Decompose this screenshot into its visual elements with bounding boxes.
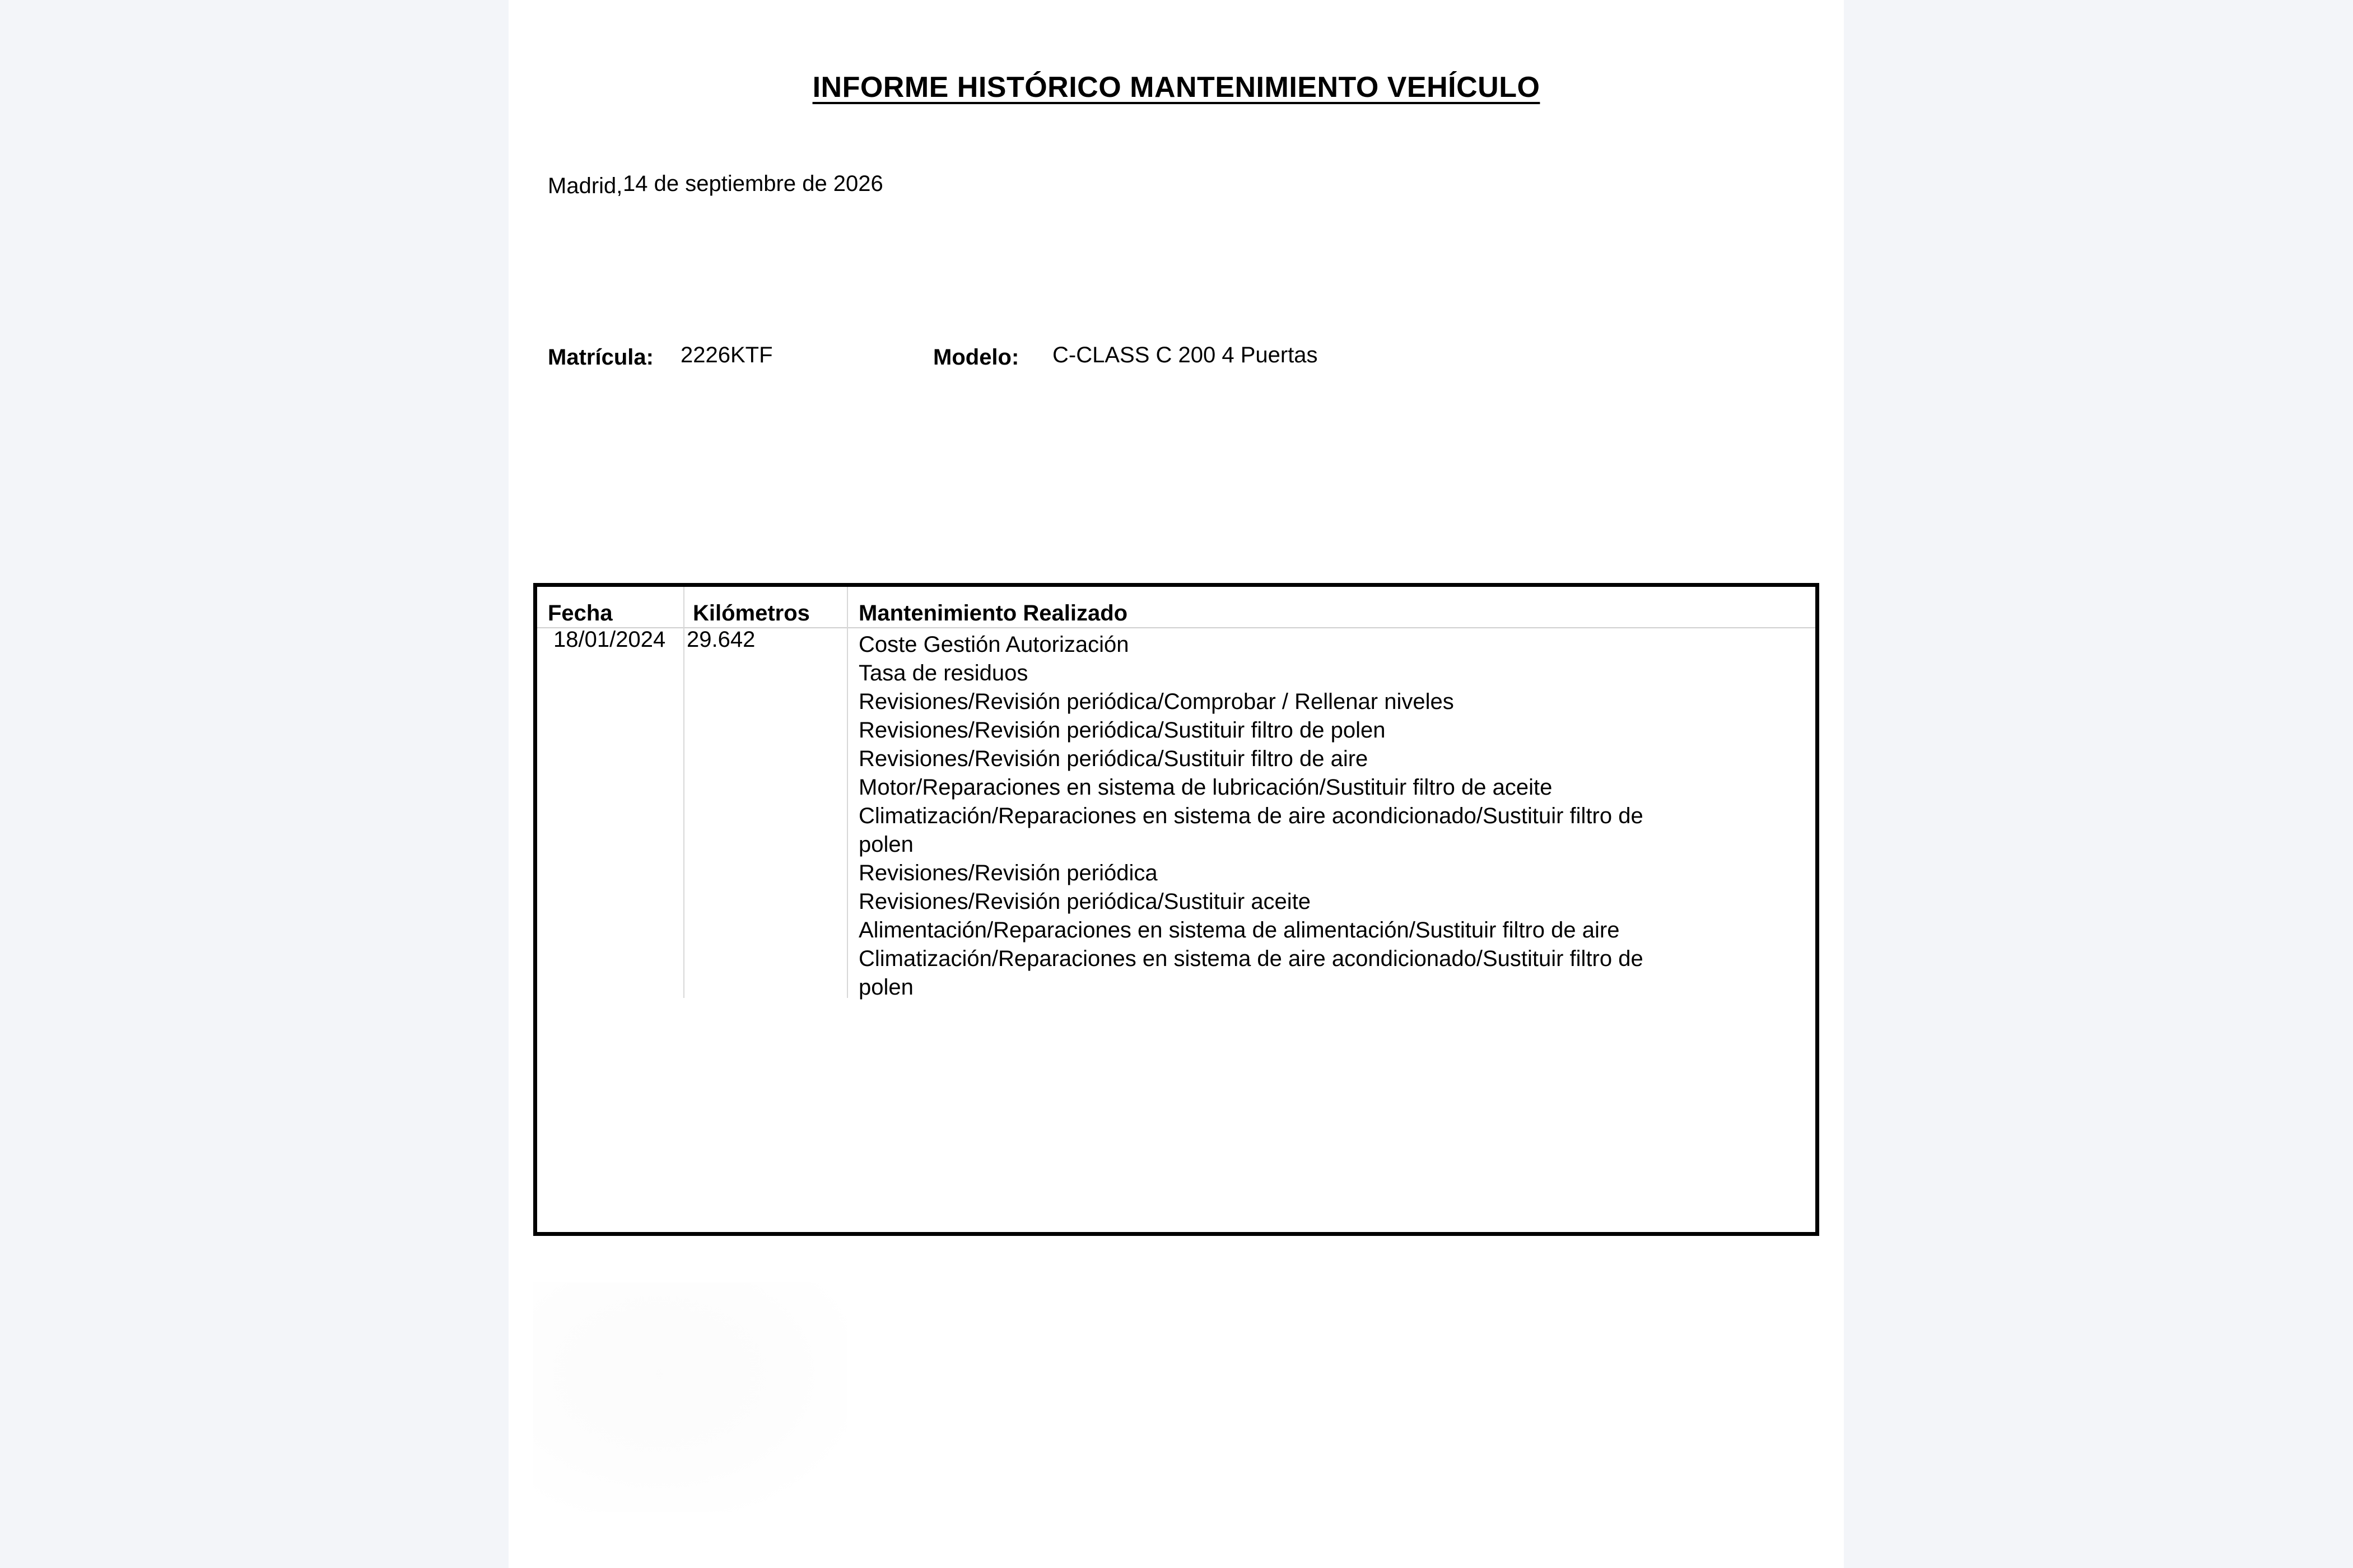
list-item: Tasa de residuos <box>859 661 1028 685</box>
list-item: Revisiones/Revisión periódica <box>859 861 1158 885</box>
list-item: Revisiones/Revisión periódica/Sustituir filtro de polen <box>859 718 1386 743</box>
list-item: Revisiones/Revisión periódica/Comprobar / Rellenar niveles <box>859 689 1454 714</box>
header-fecha: Fecha <box>548 601 613 626</box>
list-item: Climatización/Reparaciones en sistema de aire acondicionado/Sustituir filtro de polen <box>859 804 1643 857</box>
list-item: Revisiones/Revisión periódica/Sustituir filtro de aire <box>859 746 1368 771</box>
report-title: INFORME HISTÓRICO MANTENIMIENTO VEHÍCULO <box>812 71 1540 104</box>
report-date: 14 de septiembre de 2026 <box>623 171 883 196</box>
maintenance-items-list <box>859 631 1755 1002</box>
list-item: Coste Gestión Autorización <box>859 632 1129 657</box>
document-page <box>509 0 1844 1568</box>
column-divider-1 <box>683 587 684 998</box>
plate-value: 2226KTF <box>681 343 773 367</box>
column-divider-2 <box>847 587 848 998</box>
maintenance-table <box>533 583 1819 1236</box>
row-fecha: 18/01/2024 <box>553 627 666 652</box>
header-kilometros: Kilómetros <box>693 601 810 626</box>
header-mantenimiento: Mantenimiento Realizado <box>859 601 1128 626</box>
row-kilometros: 29.642 <box>687 627 756 652</box>
model-value: C-CLASS C 200 4 Puertas <box>1052 343 1318 367</box>
faded-stamp <box>533 1282 847 1512</box>
model-label: Modelo: <box>933 345 1019 370</box>
city-label: Madrid, <box>548 174 623 198</box>
list-item: Revisiones/Revisión periódica/Sustituir aceite <box>859 889 1311 914</box>
list-item: Alimentación/Reparaciones en sistema de alimentación/Sustituir filtro de aire <box>859 918 1620 942</box>
plate-label: Matrícula: <box>548 345 654 370</box>
list-item: Climatización/Reparaciones en sistema de aire acondicionado/Sustituir filtro de polen <box>859 946 1643 1000</box>
list-item: Motor/Reparaciones en sistema de lubricación/Sustituir filtro de aceite <box>859 775 1553 800</box>
